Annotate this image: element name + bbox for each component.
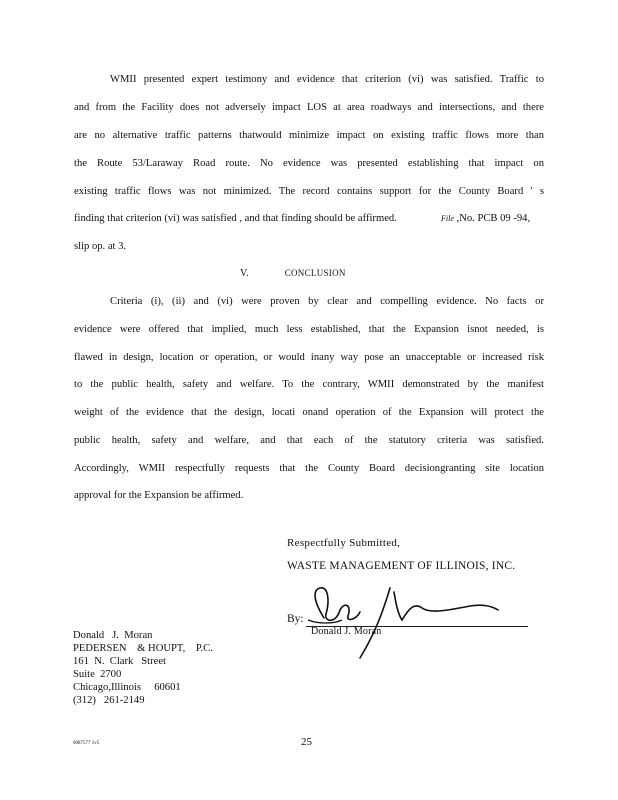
text-line: WMII presented expert testimony and evidence that criterion (vi) was satisfied. Traffic to	[110, 74, 544, 85]
citation-case: ,No. PCB 09 -94,	[456, 213, 531, 224]
text-line: evidence were offered that implied, much less established, that the Expansion isnot needed, is	[74, 324, 544, 335]
address-line: Chicago,Illinois 60601	[73, 682, 181, 693]
signer-name: Donald J. Moran	[311, 626, 382, 637]
section-number: V.	[240, 268, 249, 279]
address-line: PEDERSEN & HOUPT, P.C.	[73, 643, 213, 654]
text-line: to the public health, safety and welfare. To the contrary, WMII demonstrated by the manifest	[74, 379, 544, 390]
handwritten-signature	[300, 580, 540, 660]
text-line: weight of the evidence that the design, locati onand operation of the Expansion will protect the	[74, 407, 544, 418]
text-line: the Route 53/Laraway Road route. No evidence was presented establishing that impact on	[74, 158, 544, 169]
text-line	[74, 212, 397, 225]
section-title: CONCLUSION	[284, 268, 346, 278]
text-line: and from the Facility does not adversely impact LOS at area roadways and intersections, and there	[74, 102, 544, 113]
text-line: Criteria (i), (ii) and (vi) were proven by clear and compelling evidence. No facts or	[110, 296, 544, 307]
company-name: WASTE MANAGEMENT OF ILLINOIS, INC.	[287, 560, 516, 572]
text-line: Accordingly, WMII respectfully requests that the County Board decisiongranting site location	[74, 463, 544, 474]
closing-text: Respectfully Submitted,	[287, 537, 401, 549]
text-line: slip op. at 3.	[74, 241, 127, 252]
text-line: flawed in design, location or operation, or would inany way pose an unacceptable or increased risk	[74, 352, 544, 363]
address-line: 161 N. Clark Street	[73, 656, 166, 667]
text-line: public health, safety and welfare, and that each of the statutory criteria was satisfied.	[74, 435, 544, 446]
text-line-finding: finding that criterion (vi) was satisfied , and that finding should be affirmed.	[74, 213, 397, 224]
text-line: existing traffic flows was not minimized. The record contains support for the County Board ' s	[74, 186, 544, 197]
text-line: approval for the Expansion be affirmed.	[74, 490, 244, 501]
address-line: (312) 261-2149	[73, 695, 145, 706]
address-line: Donald J. Moran	[73, 630, 153, 641]
page-number: 25	[301, 736, 312, 748]
section-heading	[240, 268, 346, 279]
text-line: are no alternative traffic patterns thatwould minimize impact on existing traffic flows more than	[74, 130, 544, 141]
citation	[441, 212, 530, 225]
by-label: By:	[287, 613, 304, 625]
address-line: Suite 2700	[73, 669, 122, 680]
citation-file-label: File	[441, 214, 454, 223]
document-id: 0087577 1v5	[73, 741, 100, 746]
